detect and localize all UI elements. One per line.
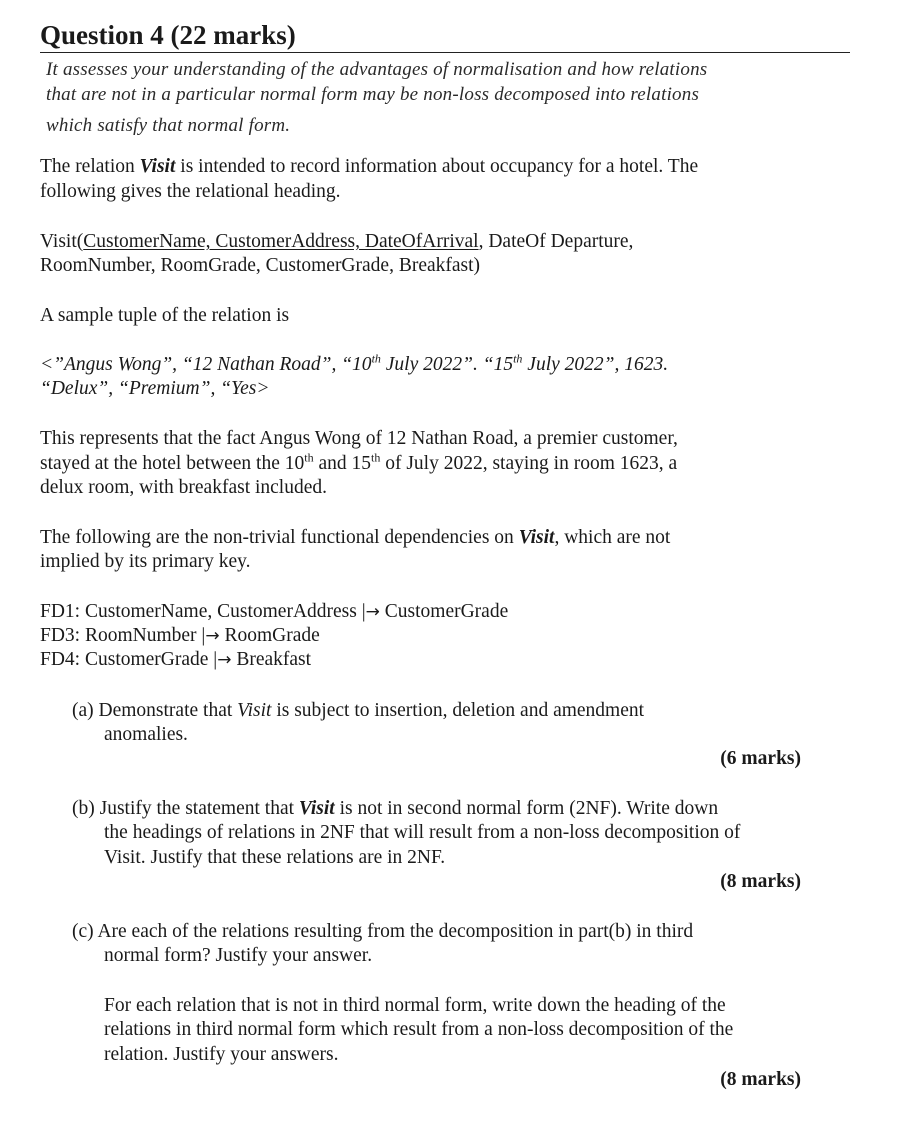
fd-rhs: RoomGrade xyxy=(219,625,320,646)
superscript: th xyxy=(371,450,381,465)
text-fragment: , DateOf Departure, xyxy=(478,231,634,252)
relation-description-line-2: following gives the relational heading. xyxy=(40,181,341,202)
text-fragment: is intended to record information about occupancy for a hotel. The xyxy=(175,156,699,177)
text-fragment: Visit( xyxy=(40,231,84,252)
fd-intro-line-2: implied by its primary key. xyxy=(40,551,251,572)
text-fragment: and 15 xyxy=(313,453,371,474)
text-fragment: is not in second normal form (2NF). Write down xyxy=(334,798,719,819)
arrow-icon: → xyxy=(217,650,232,670)
sample-tuple-line-2: “Delux”, “Premium”, “Yes> xyxy=(40,378,270,399)
text-fragment: <”Angus Wong”, “12 Nathan Road”, “10 xyxy=(40,354,372,375)
text-fragment: The relation xyxy=(40,156,140,177)
arrow-icon: → xyxy=(205,626,220,646)
text-fragment: of July 2022, staying in room 1623, a xyxy=(380,453,678,474)
superscript: th xyxy=(513,351,523,366)
relation-name: Visit xyxy=(139,156,176,177)
part-a xyxy=(72,699,644,724)
text-fragment: July 2022”. “15 xyxy=(380,354,514,375)
fd-lhs: FD1: CustomerName, CustomerAddress | xyxy=(40,601,366,622)
part-b-line-2: the headings of relations in 2NF that will result from a non-loss decomposition of xyxy=(104,822,741,843)
sample-intro: A sample tuple of the relation is xyxy=(40,305,290,326)
text-fragment: is subject to insertion, deletion and amendment xyxy=(271,700,645,721)
explanation-line-3: delux room, with breakfast included. xyxy=(40,477,328,498)
relation-name: Visit xyxy=(237,700,272,721)
fd1 xyxy=(40,600,508,625)
part-b-marks: (8 marks) xyxy=(720,871,801,892)
fd4 xyxy=(40,648,311,673)
fd-intro xyxy=(40,526,670,551)
text-fragment: (a) Demonstrate that xyxy=(72,700,238,721)
fd-rhs: Breakfast xyxy=(231,649,312,670)
text-fragment: , which are not xyxy=(554,527,671,548)
primary-key: CustomerName, CustomerAddress, DateOfArrival xyxy=(83,231,479,252)
question-title: Question 4 (22 marks) xyxy=(40,20,296,50)
part-a-line-2: anomalies. xyxy=(104,724,188,745)
relation-description xyxy=(40,155,698,180)
relation-name: Visit xyxy=(298,798,335,819)
part-b xyxy=(72,797,718,822)
text-fragment: stayed at the hotel between the 10 xyxy=(40,453,305,474)
title-divider xyxy=(40,52,850,53)
arrow-icon: → xyxy=(365,602,380,622)
part-c-line-5: relation. Justify your answers. xyxy=(104,1044,339,1065)
part-c-line-4: relations in third normal form which result from a non-loss decomposition of the xyxy=(104,1019,734,1040)
part-b-line-3: Visit. Justify that these relations are in 2NF. xyxy=(104,847,446,868)
relation-name: Visit xyxy=(518,527,555,548)
superscript: th xyxy=(371,351,381,366)
part-c-marks: (8 marks) xyxy=(720,1069,801,1090)
sample-tuple xyxy=(40,353,668,378)
part-c: (c) Are each of the relations resulting from the decomposition in part(b) in third xyxy=(72,921,694,942)
fd3 xyxy=(40,624,320,649)
intro-line-2: that are not in a particular normal form may be non-loss decomposed into relations xyxy=(46,84,700,105)
intro-line-3: which satisfy that normal form. xyxy=(46,115,291,136)
part-c-line-3: For each relation that is not in third normal form, write down the heading of the xyxy=(104,995,726,1016)
intro-line-1: It assesses your understanding of the advantages of normalisation and how relations xyxy=(46,59,708,80)
text-fragment: The following are the non-trivial functional dependencies on xyxy=(40,527,519,548)
fd-lhs: FD4: CustomerGrade | xyxy=(40,649,218,670)
relational-heading xyxy=(40,230,633,255)
text-fragment: July 2022”, 1623. xyxy=(522,354,669,375)
fd-lhs: FD3: RoomNumber | xyxy=(40,625,206,646)
superscript: th xyxy=(304,450,314,465)
text-fragment: (b) Justify the statement that xyxy=(72,798,299,819)
explanation-line-1: This represents that the fact Angus Wong of 12 Nathan Road, a premier customer, xyxy=(40,428,678,449)
fd-rhs: CustomerGrade xyxy=(379,601,509,622)
part-a-marks: (6 marks) xyxy=(720,748,801,769)
explanation-line-2 xyxy=(40,452,677,477)
part-c-line-2: normal form? Justify your answer. xyxy=(104,945,373,966)
relational-heading-line-2: RoomNumber, RoomGrade, CustomerGrade, Breakfast) xyxy=(40,255,481,276)
